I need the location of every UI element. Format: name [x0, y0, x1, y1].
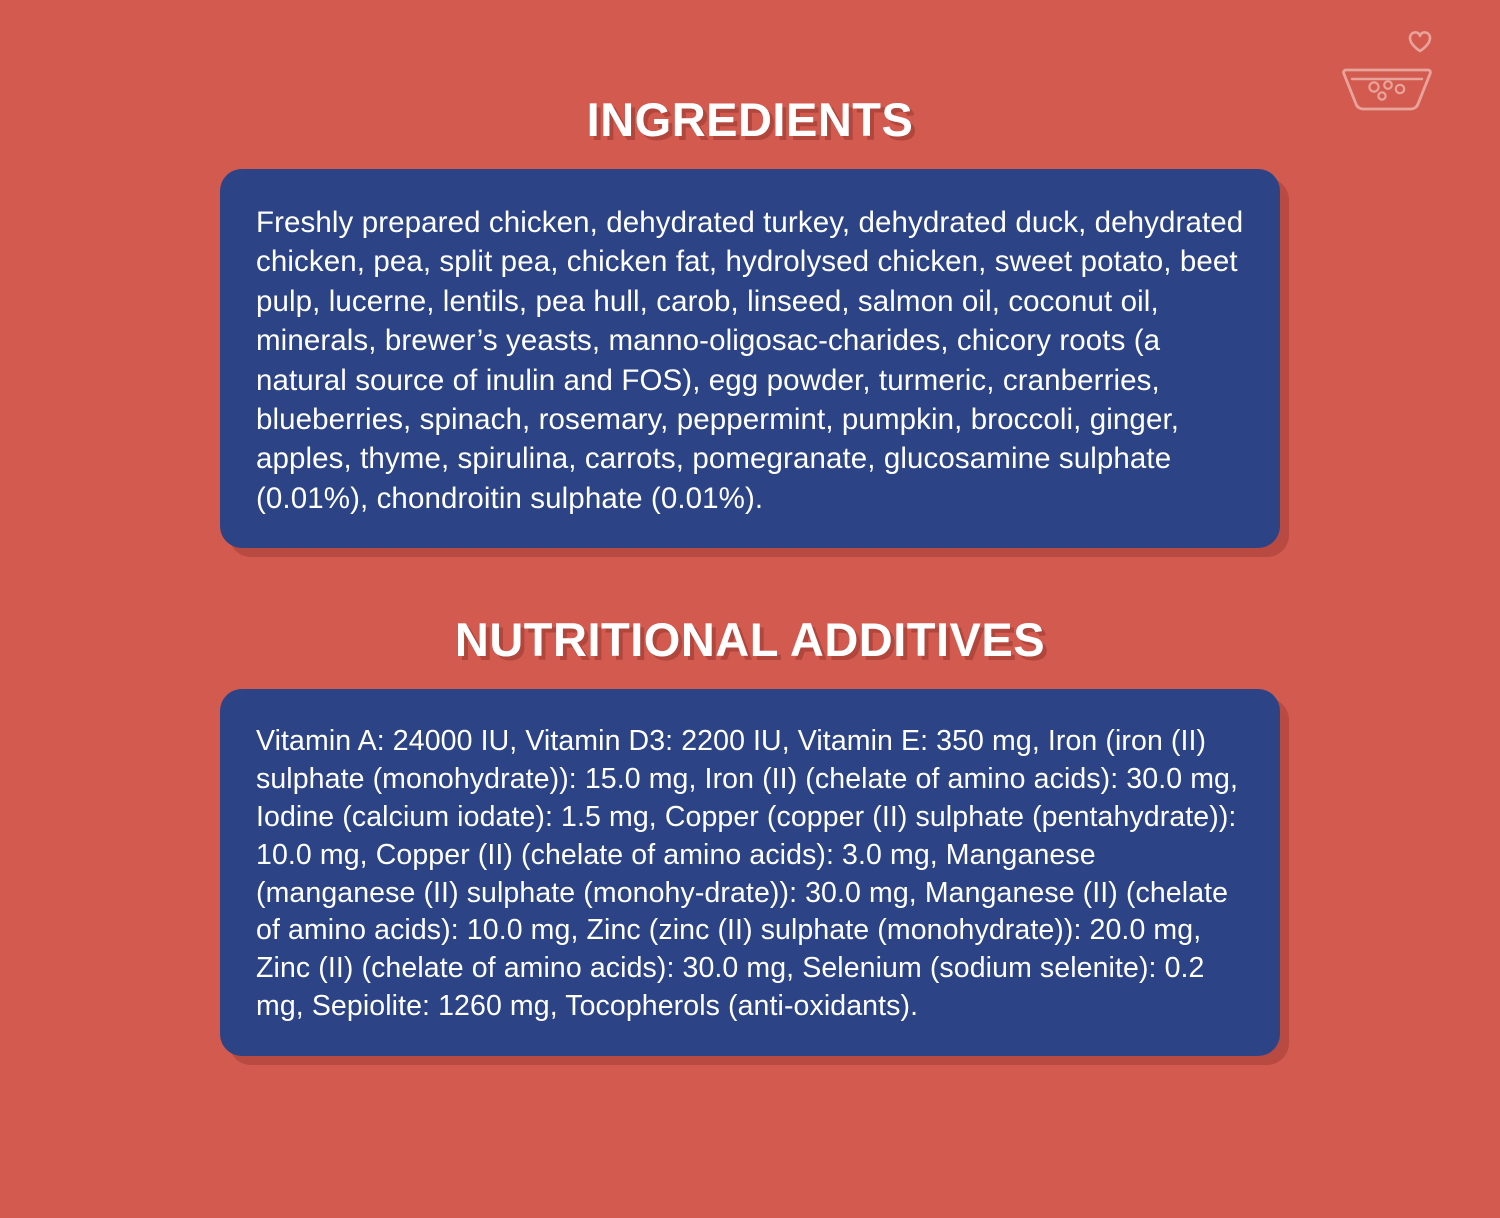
ingredients-title: INGREDIENTS — [586, 93, 914, 146]
ingredients-card — [220, 169, 1280, 548]
ingredients-text: Freshly prepared chicken, dehydrated turkey, dehydrated duck, dehydrated chicken, pea, split pea, chicken fat, hydrolysed chicken, sweet potato, beet pulp, lucerne, lentils, pea hull, carob, linseed, salmon oil, coconut oil, minerals, brewer’s yeasts, manno-oligosac-charides, chicory roots (a natural source of inulin and FOS), egg powder, turmeric, cranberries, blueberries, spinach, rosemary, peppermint, pumpkin, broccoli, ginger, apples, thyme, spirulina, carrots, pomegranate, glucosamine sulphate (0.01%), chondroitin sulphate (0.01%). — [256, 206, 1244, 515]
nutritional-additives-title: NUTRITIONAL ADDITIVES — [454, 613, 1046, 666]
nutritional-additives-section — [0, 612, 1500, 1056]
ingredients-section — [0, 92, 1500, 548]
nutritional-additives-text: Vitamin A: 24000 IU, Vitamin D3: 2200 IU, Vitamin E: 350 mg, Iron (iron (II) sulphate (monohydrate)): 15.0 mg, Iron (II) (chelate of amino acids): 30.0 mg, Iodine (calcium iodate): 1.5 mg, Copper (copper (II) sulphate (pentahydrate)): 10.0 mg, Copper (II) (chelate of amino acids): 3.0 mg, Manganese (manganese (II) sulphate (monohy-drate)): 30.0 mg, Manganese (II) (chelate of amino acids): 10.0 mg, Zinc (zinc (II) sulphate (monohydrate)): 20.0 mg, Zinc (II) (chelate of amino acids): 30.0 mg, Selenium (sodium selenite): 0.2 mg, Sepiolite: 1260 mg, Tocopherols (anti-oxidants). — [256, 725, 1239, 1023]
nutritional-additives-card — [220, 689, 1280, 1056]
